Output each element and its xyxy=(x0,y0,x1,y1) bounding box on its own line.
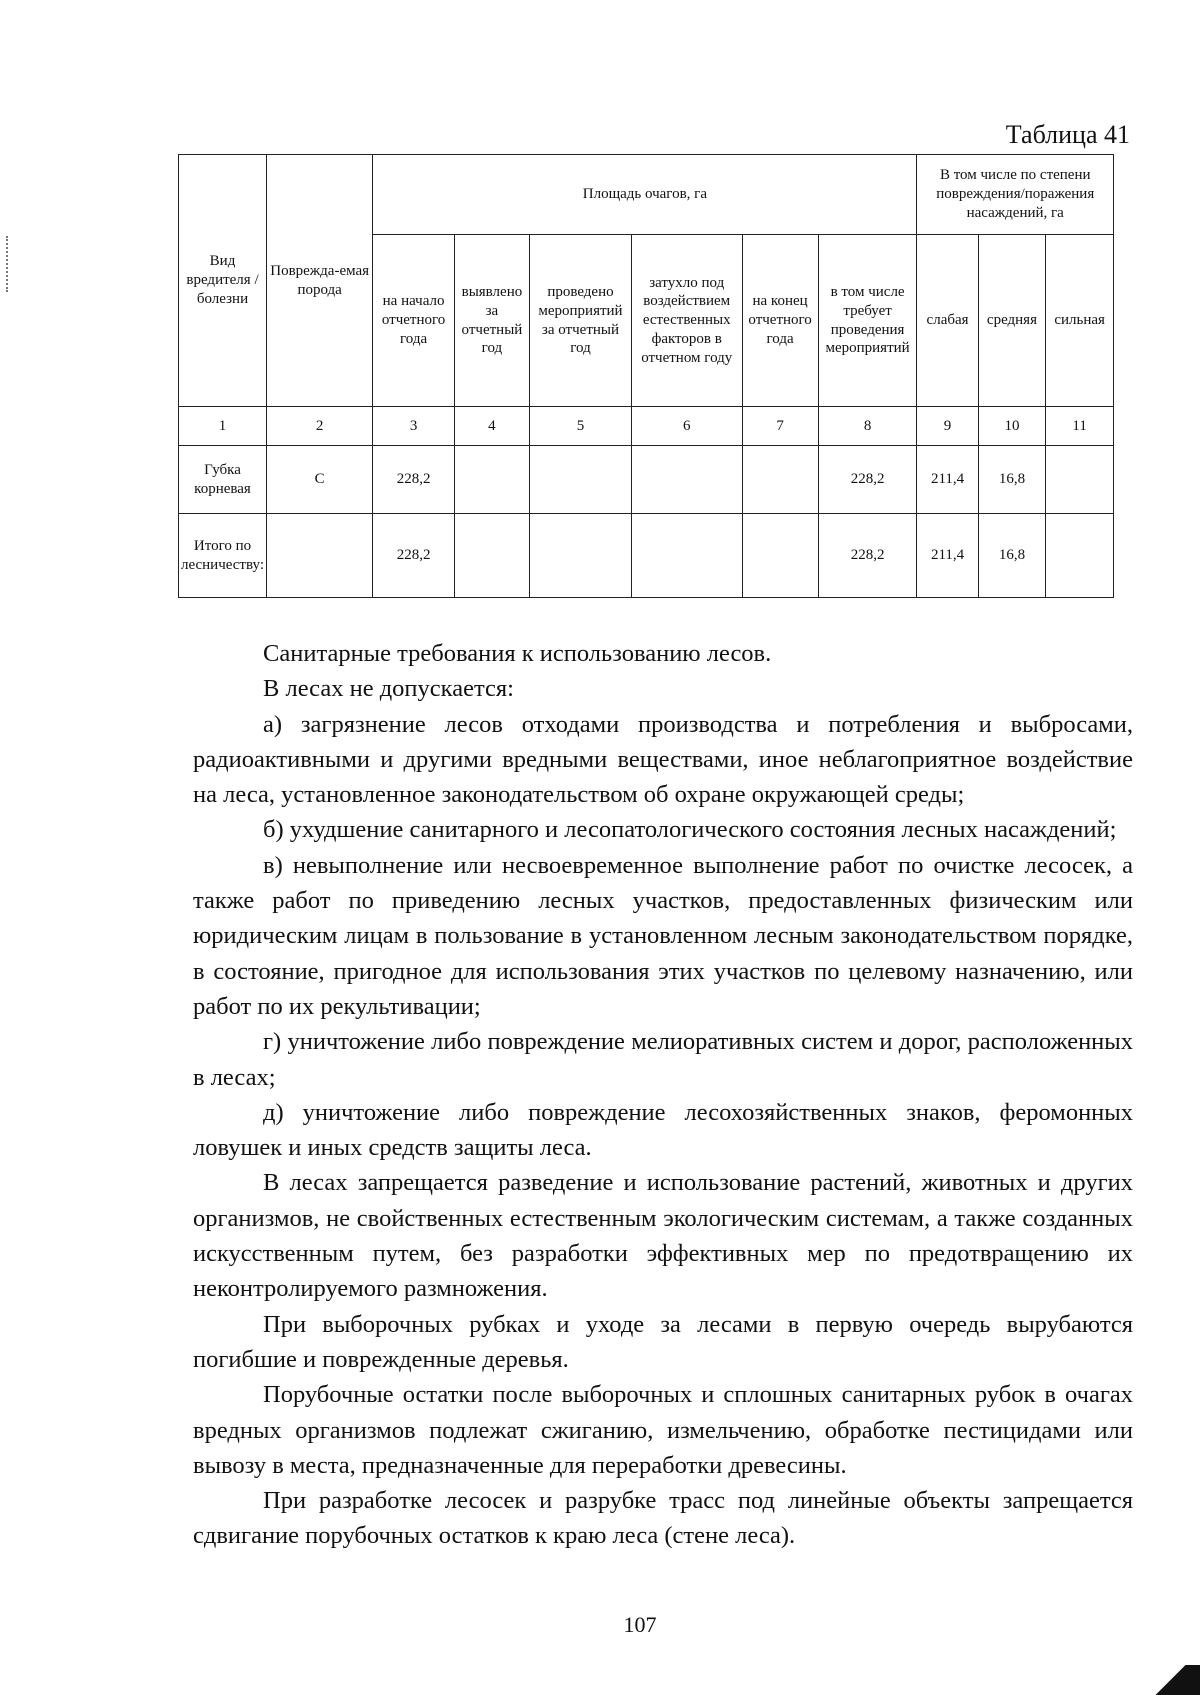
table-cell xyxy=(742,514,818,598)
table-row xyxy=(179,514,1114,598)
header-area-group: Площадь очагов, га xyxy=(373,155,917,235)
table-cell xyxy=(454,446,529,514)
table-cell: 16,8 xyxy=(978,514,1046,598)
header-end: на конец отчетного года xyxy=(742,235,818,407)
header-medium: средняя xyxy=(978,235,1046,407)
header-found: выявлено за отчетный год xyxy=(454,235,529,407)
paragraph: Порубочные остатки после выборочных и сплошных санитарных рубок в очагах вредных организмов подлежат сжиганию, измельчению, обработке пестицидами или вывозу в места, предназначенные для переработки древесины. xyxy=(193,1381,1133,1479)
paragraph: а) загрязнение лесов отходами производства и потребления и выбросами, радиоактивными и другими вредными веществами, иное неблагоприятное воздействие на леса, установленное законодательством об охране окружающей среды; xyxy=(193,710,1133,809)
header-requires: в том числе требует проведения мероприятий xyxy=(818,235,917,407)
table-cell xyxy=(1046,514,1114,598)
table-cell: 211,4 xyxy=(917,514,978,598)
table-cell: 228,2 xyxy=(373,514,455,598)
header-species: Поврежда-емая порода xyxy=(267,155,373,407)
column-number-row xyxy=(179,407,1114,446)
table-cell: 228,2 xyxy=(818,446,917,514)
table-cell: Итого по лесничеству: xyxy=(179,514,267,598)
column-number: 3 xyxy=(373,407,455,446)
column-number: 1 xyxy=(179,407,267,446)
table-cell: С xyxy=(267,446,373,514)
table-cell xyxy=(529,514,631,598)
forest-pest-table xyxy=(178,154,1114,598)
paragraph: в) невыполнение или несвоевременное выполнение работ по очистке лесосек, а также работ по приведению лесных участков, предоставленных физическим или юридическим лицам в пользование в установленном лесным законодательством порядке, в состояние, пригодное для использования этих участков по целевому назначению, или работ по их рекультивации; xyxy=(193,851,1133,1020)
header-start: на начало отчетного года xyxy=(373,235,455,407)
table-cell: Губка корневая xyxy=(179,446,267,514)
column-number: 11 xyxy=(1046,407,1114,446)
header-measures: проведено мероприятий за отчетный год xyxy=(529,235,631,407)
header-faded: затухло под воздействием естественных факторов в отчетном году xyxy=(631,235,742,407)
table-cell xyxy=(631,446,742,514)
table-cell xyxy=(631,514,742,598)
scan-edge-mark xyxy=(6,236,10,292)
paragraph: д) уничтожение либо повреждение лесохозяйственных знаков, феромонных ловушек и иных средств защиты леса. xyxy=(193,1098,1133,1162)
column-number: 9 xyxy=(917,407,978,446)
table-cell xyxy=(267,514,373,598)
column-number: 8 xyxy=(818,407,917,446)
column-number: 2 xyxy=(267,407,373,446)
table-cell xyxy=(529,446,631,514)
scan-corner-shadow xyxy=(1130,1665,1200,1695)
header-strong: сильная xyxy=(1046,235,1114,407)
column-number: 6 xyxy=(631,407,742,446)
table-cell: 228,2 xyxy=(373,446,455,514)
column-number: 4 xyxy=(454,407,529,446)
column-number: 7 xyxy=(742,407,818,446)
table-cell: 211,4 xyxy=(917,446,978,514)
body-text xyxy=(193,636,1133,1554)
header-damage-group: В том числе по степени повреждения/поражения насаждений, га xyxy=(917,155,1114,235)
column-number: 10 xyxy=(978,407,1046,446)
table-cell xyxy=(1046,446,1114,514)
table-cell xyxy=(742,446,818,514)
paragraph: В лесах запрещается разведение и использование растений, животных и других организмов, не свойственных естественным экологическим системам, а также созданных искусственным путем, без разработки эффективных мер по предотвращению их неконтролируемого размножения. xyxy=(193,1169,1133,1303)
table-cell xyxy=(454,514,529,598)
header-weak: слабая xyxy=(917,235,978,407)
table-cell: 228,2 xyxy=(818,514,917,598)
column-number: 5 xyxy=(529,407,631,446)
table-caption: Таблица 41 xyxy=(1005,120,1130,149)
paragraph: В лесах не допускается: xyxy=(263,675,514,703)
paragraph: При разработке лесосек и разрубке трасс под линейные объекты запрещается сдвигание порубочных остатков к краю леса (стене леса). xyxy=(193,1487,1133,1550)
paragraph: г) уничтожение либо повреждение мелиоративных систем и дорог, расположенных в лесах; xyxy=(193,1028,1133,1091)
paragraph: Санитарные требования к использованию лесов. xyxy=(263,640,772,667)
table-cell: 16,8 xyxy=(978,446,1046,514)
table-row xyxy=(179,446,1114,514)
paragraph: При выборочных рубках и уходе за лесами в первую очередь вырубаются погибшие и поврежденные деревья. xyxy=(193,1310,1133,1373)
header-pest: Вид вредителя / болезни xyxy=(179,155,267,407)
page-number: 107 xyxy=(623,1612,657,1637)
paragraph: б) ухудшение санитарного и лесопатологического состояния лесных насаждений; xyxy=(263,816,1117,844)
